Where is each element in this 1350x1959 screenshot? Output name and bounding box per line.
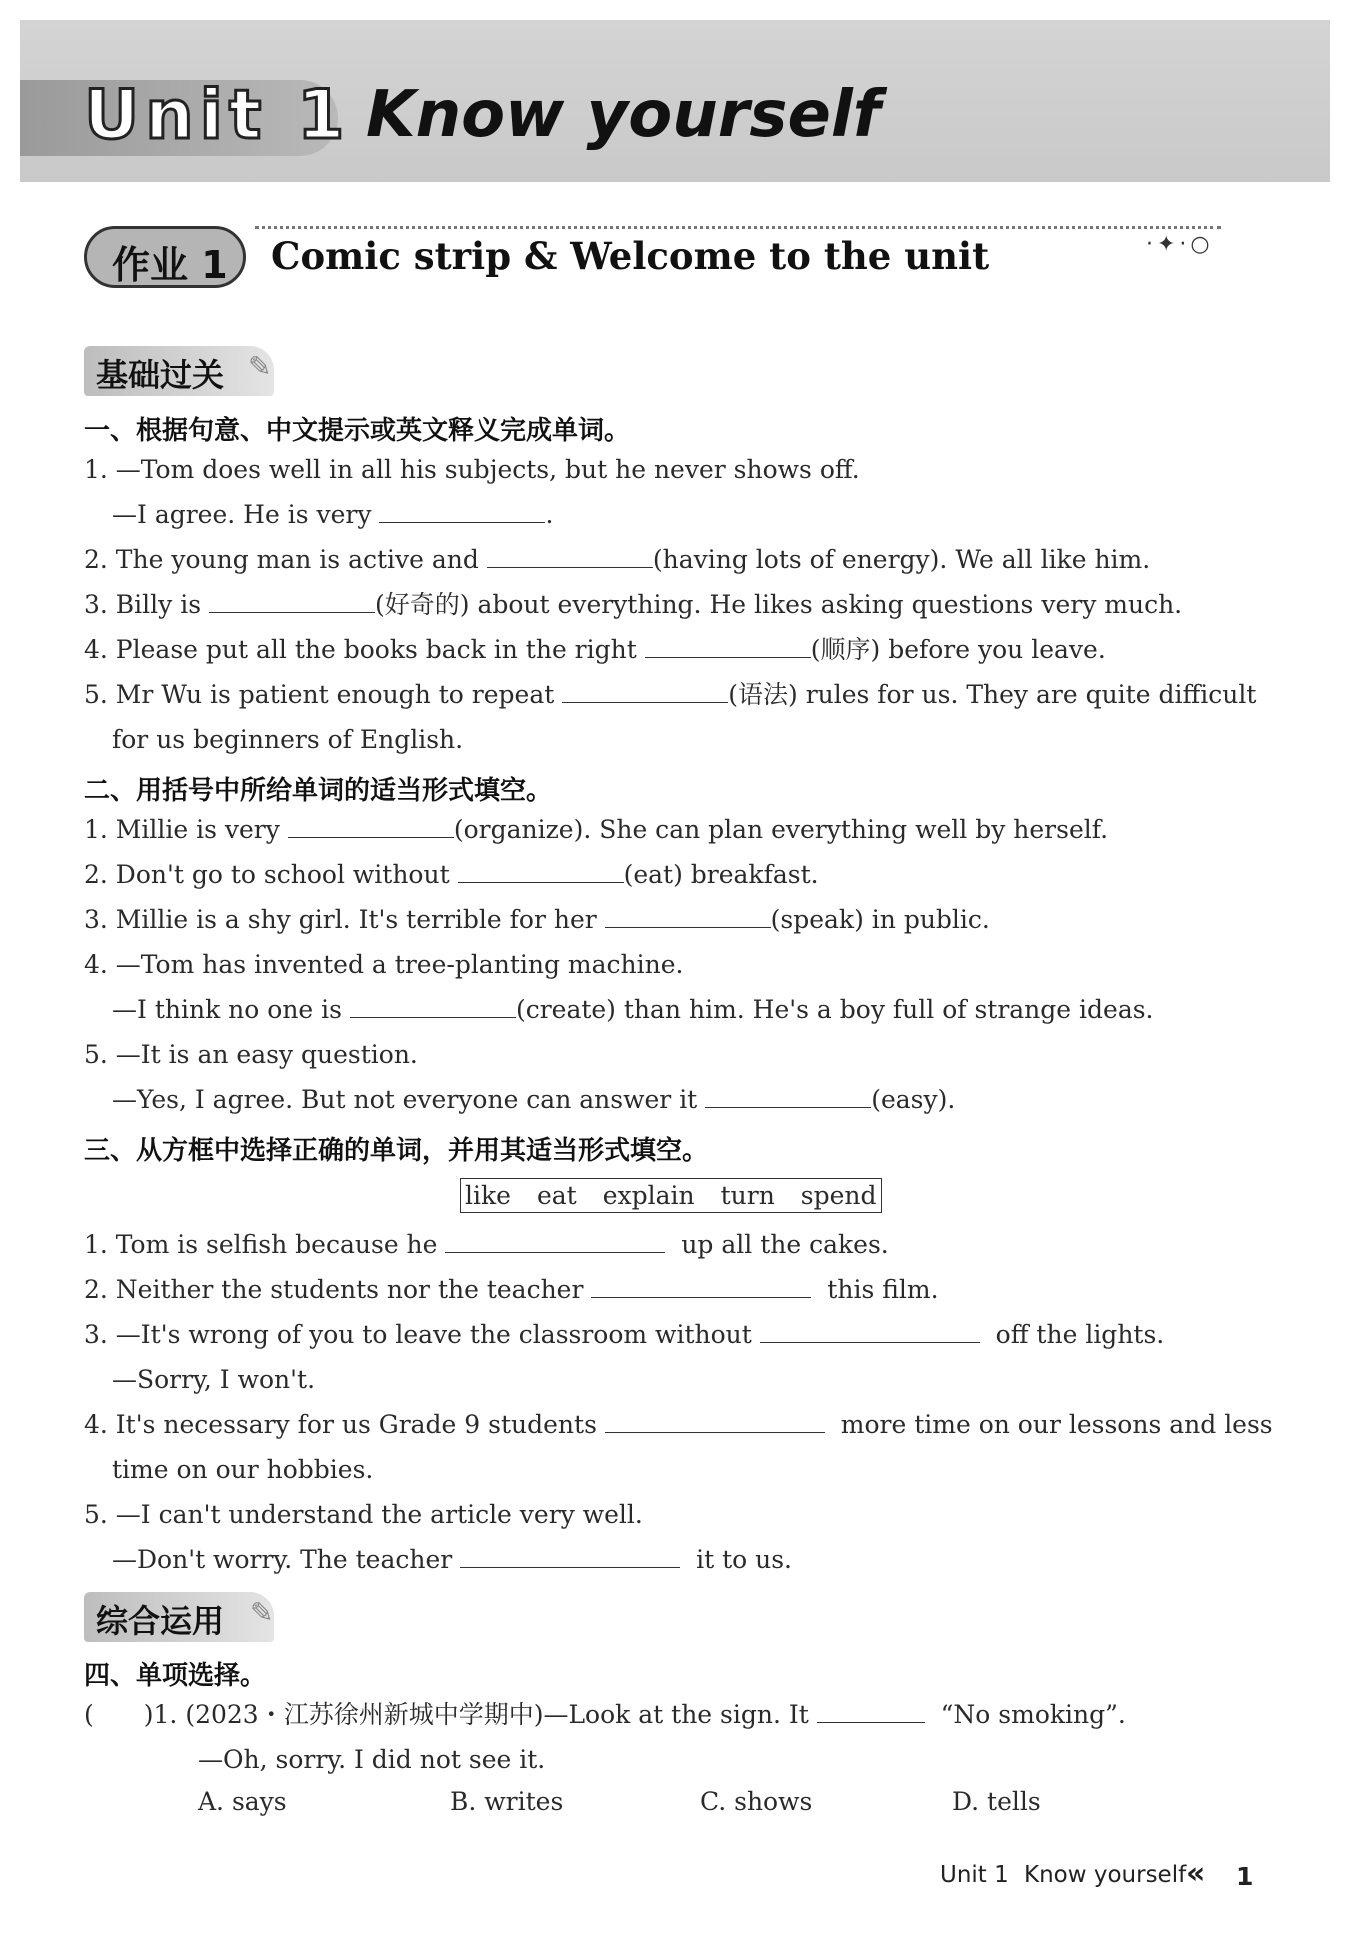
answer-blank[interactable] xyxy=(605,1410,825,1433)
part4-heading: 四、单项选择。 xyxy=(84,1661,267,1691)
answer-blank[interactable] xyxy=(379,500,545,523)
option-a[interactable]: A. says xyxy=(198,1787,287,1816)
p3-q4: 4. It's necessary for us Grade 9 students more time on our lessons and less xyxy=(84,1410,1273,1439)
p2-q3: 3. Millie is a shy girl. It's terrible for her (speak) in public. xyxy=(84,905,990,934)
answer-blank[interactable] xyxy=(487,545,653,568)
word-box xyxy=(460,1178,882,1213)
section-comprehensive-label: 综合运用 xyxy=(96,1602,225,1640)
p4-q1: ( )1. (2023・江苏徐州新城中学期中)—Look at the sign. It “No smoking”. xyxy=(84,1700,1126,1729)
answer-blank[interactable] xyxy=(445,1230,665,1253)
section-comprehensive xyxy=(84,1592,274,1642)
part2-heading: 二、用括号中所给单词的适当形式填空。 xyxy=(84,776,553,806)
answer-blank[interactable] xyxy=(605,905,771,928)
answer-blank[interactable] xyxy=(288,815,454,838)
unit-label: Unit 1 xyxy=(84,76,351,155)
p2-q5a: 5. —It is an easy question. xyxy=(84,1040,418,1069)
homework-title: Comic strip & Welcome to the unit xyxy=(271,234,990,278)
p2-q4a: 4. —Tom has invented a tree-planting machine. xyxy=(84,950,684,979)
section-basic-label: 基础过关 xyxy=(96,356,225,394)
p1-q3: 3. Billy is (好奇的) about everything. He likes asking questions very much. xyxy=(84,590,1183,619)
footer-title: Know yourself xyxy=(1024,1862,1187,1888)
p1-q5-cont: for us beginners of English. xyxy=(112,725,464,754)
p3-q3b: —Sorry, I won't. xyxy=(112,1365,316,1394)
p1-q1a: 1. —Tom does well in all his subjects, but he never shows off. xyxy=(84,455,860,484)
sparkle-icon: ·✦·○ xyxy=(1146,232,1214,257)
homework-label: 作业 1 xyxy=(112,243,228,287)
answer-blank[interactable] xyxy=(705,1085,871,1108)
p1-q5: 5. Mr Wu is patient enough to repeat (语法) rules for us. They are quite difficult xyxy=(84,680,1257,709)
option-b[interactable]: B. writes xyxy=(450,1787,564,1816)
p3-q4-cont: time on our hobbies. xyxy=(112,1455,374,1484)
option-d[interactable]: D. tells xyxy=(952,1787,1041,1816)
answer-blank[interactable] xyxy=(760,1320,980,1343)
pencil-icon: ✎ xyxy=(250,1596,274,1629)
word-option: explain xyxy=(602,1181,695,1210)
dotted-divider xyxy=(255,226,1221,229)
p3-q3: 3. —It's wrong of you to leave the classroom without off the lights. xyxy=(84,1320,1165,1349)
word-option: turn xyxy=(720,1181,775,1210)
option-c[interactable]: C. shows xyxy=(700,1787,813,1816)
answer-blank[interactable] xyxy=(817,1700,925,1723)
p1-q1b: —I agree. He is very . xyxy=(112,500,554,529)
part3-heading: 三、从方框中选择正确的单词，并用其适当形式填空。 xyxy=(84,1136,709,1166)
answer-blank[interactable] xyxy=(562,680,728,703)
p3-q1: 1. Tom is selfish because he up all the cakes. xyxy=(84,1230,889,1259)
answer-blank[interactable] xyxy=(460,1545,680,1568)
pencil-icon: ✎ xyxy=(248,350,272,383)
p1-q2: 2. The young man is active and (having lots of energy). We all like him. xyxy=(84,545,1151,574)
p2-q1: 1. Millie is very (organize). She can plan everything well by herself. xyxy=(84,815,1109,844)
word-option: eat xyxy=(536,1181,577,1210)
p3-q5a: 5. —I can't understand the article very well. xyxy=(84,1500,643,1529)
page-number: 1 xyxy=(1236,1862,1254,1891)
word-option: spend xyxy=(800,1181,877,1210)
answer-paren[interactable]: ( ) xyxy=(84,1700,154,1729)
p2-q5b: —Yes, I agree. But not everyone can answer it (easy). xyxy=(112,1085,956,1114)
answer-blank[interactable] xyxy=(591,1275,811,1298)
footer-unit: Unit 1 xyxy=(940,1862,1009,1888)
chevron-left-icon: « xyxy=(1186,1856,1206,1891)
part1-heading: 一、根据句意、中文提示或英文释义完成单词。 xyxy=(84,416,631,446)
answer-blank[interactable] xyxy=(645,635,811,658)
answer-blank[interactable] xyxy=(209,590,375,613)
p1-q4: 4. Please put all the books back in the right (顺序) before you leave. xyxy=(84,635,1106,664)
word-option: like xyxy=(465,1181,511,1210)
p2-q4b: —I think no one is (create) than him. He's a boy full of strange ideas. xyxy=(112,995,1154,1024)
p3-q2: 2. Neither the students nor the teacher this film. xyxy=(84,1275,939,1304)
answer-blank[interactable] xyxy=(350,995,516,1018)
answer-blank[interactable] xyxy=(458,860,624,883)
section-basic xyxy=(84,346,274,396)
p3-q5b: —Don't worry. The teacher it to us. xyxy=(112,1545,793,1574)
p4-q1b: —Oh, sorry. I did not see it. xyxy=(198,1745,546,1774)
unit-title: Know yourself xyxy=(366,78,881,152)
p2-q2: 2. Don't go to school without (eat) breakfast. xyxy=(84,860,819,889)
